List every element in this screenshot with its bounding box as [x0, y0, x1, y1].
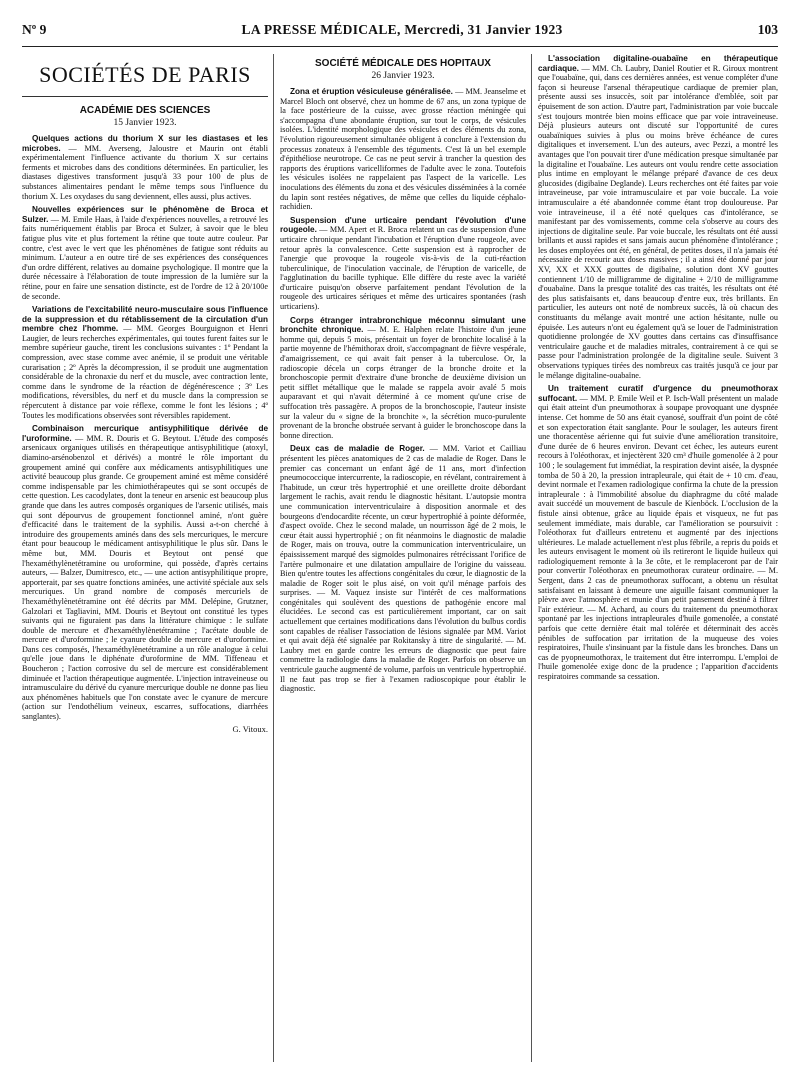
article-title: Variations de l'excitabilité neuro-musculaire sous l'influence de la suppression et du rétablissement de la circulation d'un membre chez l'homme. [22, 305, 268, 334]
article-body: — MM. Variot et Cailliau présentent les pièces anatomiques de 2 cas de maladie de Roger. Dans le premier cas concernant un enfant âgé de 11 ans, mort d'infection pneumococcique intercurrente, la radioscopie, en révélant, contrairement à l'habitude, un cœur très hypertrophié et une oreillette droite débordant largement le rachis, avait rendu le diagnostic hésitant. L'autopsie montra une communication interventriculaire à disposition anormale et des bourgeons d'endocardite récente, un cœur hypertrophié à pointe déformée, d'aspect ovoïde. Chez le second malade, un nourrisson âgé de 2 mois, le cœur était aussi hypertrophié ; on fit néanmoins le diagnostic de maladie de Roger, mais on trouva, outre la communication interventriculaire, un épaississement marqué des sigmoïdes pulmonaires rétrécissant l'orifice de l'artère pulmonaire et une dilatation ampullaire de l'origine du vaisseau. Bien qu'entre toutes les affections congénitales du cœur, le diagnostic de la maladie de Roger soit le plus aisé, on voit qu'il ménage parfois des surprises. — M. Vaquez insiste sur l'intérêt de ces malformations congénitales qui soulèvent des questions de pathogénie encore mal élucidées. Le second cas est particulièrement important, car on sait actuellement que certaines modifications dans l'évolution du bulbus cordis sont capables de réaliser l'association de lésions signalée par MM. Variot et qui avait déjà été signalée par Rokitansky à titre de singularité. — M. Laubry met en garde contre les erreurs de diagnostic que peut faire commettre la radiologie dans la maladie de Roger. Parfois on observe un ventricule gauche augmenté de volume, parfois un ventricule hypertrophié. Il ne faut pas trop se fier à l'examen radioscopique pour établir le diagnostic. [280, 444, 526, 694]
article-body: — M. E. Halphen relate l'histoire d'un jeune homme qui, depuis 5 mois, présentait un foyer de bronchite localisé à la partie moyenne de l'hémithorax droit, s'accompagnant de fièvre vespérale, d'amaigrissement, ce qui avait fait penser à la tuberculose. Or, la radioscopie décela un corps étranger de la bronche droite et la bronchoscopie permit d'extraire d'une bronche de deuxième division un petit sifflet métallique que le malade se rappela avoir avalé 5 mois auparavant et qui n'avait déterminé à ce moment qu'une crise de suffocation très passagère. A propos de la bronchoscopie, l'auteur insiste sur la valeur du « signe de la bronchite », la sécrétion muco-purulente provenant de la bronche obstruée servant à guider le bronchoscope dans la bonne direction. [280, 325, 526, 440]
article-body: — M. Emile Haas, à l'aide d'expériences nouvelles, a retrouvé les faits numériquement établis par Broca et Sulzer, à savoir que le bleu fatigue plus vite et plus fortement la rétine que toute autre couleur. Par contre, c'est avec le vert que les phénomènes de fatigue sont réduits au minimum. L'auteur a en outre tiré de ses expériences des conséquences d'un ordre différent, relatives au domaine psychologique. Il montre que la durée nécessaire à l'élaboration de toute impression de la lumière sur la rétine, pour en faire une sensation distincte, est de l'ordre de 12 à 20/100e de seconde. [22, 214, 268, 301]
article-paragraph [22, 424, 268, 721]
column-divider [531, 54, 532, 1062]
article-paragraph [22, 305, 268, 420]
column-divider [273, 54, 274, 1062]
article-title: Quelques actions du thorium X sur les diastases et les microbes. [22, 134, 268, 153]
article-paragraph [280, 316, 526, 441]
article-title: Zona et éruption vésiculeuse généralisée. [290, 87, 453, 96]
article-paragraph [280, 87, 526, 212]
article-body: — MM. P. Emile Weil et P. Isch-Wall présentent un malade qui était atteint d'un pneumothorax à soupape provoquant une dyspnée intense. Cet homme de 50 ans était cyanosé, souffrait d'un point de côté et son expectoration était sanglante. Pour le soulager, les auteurs firent une thoracentèse aérienne qui fut suivie d'une amélioration transitoire, d'une durée de 6 heures environ. Devant cet échec, les auteurs eurent recours à l'oléothorax, et injectèrent 320 cm³ d'huile gomenolée à 2 pour 100 ; le soulagement fut immédiat, la respiration devint aisée, la dyspnée tomba de 50 à 20, la pression intrapleurale, qui était de + 10 cm. d'eau, devint normale et l'examen radiologique confirma la chute de la pression intrapleurale : à l'immobilité absolue du diaphragme du côté malade avait succédé un mouvement de bascule de Kienböck. L'occlusion de la fistule ainsi obtenue, grâce au liquide épais et visqueux, ne fut pas seulement immédiate, mais durable, car l'amélioration se poursuivit : l'oléothorax fut d'ailleurs entretenu et augmenté par des injections ultérieures. Le malade actuellement n'est plus fébrile, a repris du poids et les auteurs envisagent le moment où ils retireront le liquide huileux qui radiologiquement remonte à la 3e côte, et le remplaceront par de l'air pour convertir l'oléothorax en pneumothorax curateur ordinaire. — M. Sergent, dans 2 cas de pneumothorax suffocant, a obtenu un résultat satisfaisant en laissant à demeure une aiguille faisant communiquer la plèvre avec l'atmosphère et munie d'un petit pansement destiné à filtrer l'air extérieur. — M. Achard, au cours du traitement du pneumothorax spontané par les injections intrapleurales d'huile gomenolée, a constaté parfois que cette dernière était mal tolérée et déterminait des accès pénibles de suffocation par irritation de la muqueuse des voies respiratoires, l'huile s'insinuant par la fistule dans les bronches. Dans un cas de pyopneumothorax, le traitement dut être interrompu. L'emploi de l'huile gomenolée exige donc de la prudence ; l'apparition d'accidents respiratoires commande sa cessation. [538, 393, 778, 681]
article-body: — MM. Ch. Laubry, Daniel Routier et R. Giroux montrent que l'ouabaïne, qui, dans ces dernières années, est venue compléter d'une façon si heureuse l'arsenal thérapeutique cardiaque de premier plan, présente aussi ses insuccès, soit par intolérance d'emblée, soit par épuisement de son action. D'autre part, l'administration par voie buccale s'est toujours montrée bien moins efficace que par voie intraveineuse. Déjà plusieurs auteurs ont discuté sur l'opportunité de cures ouabaïniques suivies à plus ou moins brève échéance de cures digitaliques et inversement. L'un des auteurs, avec Pezzi, a montré les avantages que l'on pouvait tirer d'une médication presque simultanée par la digitaline et l'ouabaïne. Les auteurs ont voulu rendre cette association plus intime en employant le mélange préparé d'avance de ces deux glucosides (digibaïne Deglande). Leurs recherches ont été faites par voie intraveineuse, par voie intramusculaire et par voie buccale. La voie intramusculaire a été abandonnée comme étant trop douloureuse. Par voie intraveineuse, il a été noté quelques cas d'intolérance, se manifestant par des vomissements, comme cela s'observe au cours des injections de digitaline seule. Par voie buccale, les résultats ont été aussi brillants et aussi rapides et sans jamais aucun phénomène d'intolérance ; les doses employées ont été, en général, de petites doses, il n'a jamais été nécessaire de recourir aux doses massives ; il a ainsi été donné par jour XV, XX et XXX gouttes de digibaïne, solution dont XV gouttes contiennent 1/10 de milligramme de digitaline + 2/10 de milligramme d'ouabaïne. Dans la presque totalité des cas traités, les résultats ont été des plus satisfaisants et, dans beaucoup d'entre eux, très brillants. En particulier, les auteurs ont noté de nombreux succès, là où chacun des constituants du mélange avait montré une action hésitante, nulle ou épuisée. Les auteurs n'ont eu également qu'à se louer de l'administration quotidienne prolongée de XV gouttes dans certains cas d'insuffisance ventriculaire gauche et de maladies mitrales, contrairement à ce qui se passe pour l'administration prolongée de la digitaline seule. Suivent 3 observations typiques tirées des nombreux cas traités jusqu'à ce jour par le mélange digitaline-ouabaïne. [538, 63, 778, 380]
page-number: 103 [757, 22, 778, 37]
article-body: — MM. Jeanselme et Marcel Bloch ont observé, chez un homme de 67 ans, un zona typique de la face postérieure de la cuisse, avec grosse réaction méningée qui s'accompagna d'une abondante éruption, sur tout le corps, de vésicules isolées. L'identité morphologique des vésicules et des éléments du zona, l'évolution rigoureusement simultanée obligent à conclure à l'extension du processus zonateux à l'ensemble des téguments. C'est là un bel exemple d'épithéliose neurotrope. Ce cas ne peut servir à trancher la question des rapports des éruptions varicelliformes de l'adulte avec le zona. Toutefois les vésicules isolées ne rappelaient pas l'aspect de la varicelle. Les inoculations des éléments du zona et des vésicules disséminées à la cornée du lapin sont restées négatives, de même que celles du liquide céphalo-rachidien. [280, 87, 526, 212]
society-title: ACADÉMIE DES SCIENCES [79, 105, 211, 116]
article-paragraph [280, 444, 526, 693]
article-body: — MM. Apert et R. Broca relatent un cas de suspension d'une urticaire chronique pendant l'incubation et l'éruption d'une rougeole, avec retour après la convalescence. Cette suspension est à rapprocher de l'anergie que provoque la rougeole vis-à-vis de la cuti-réaction tuberculinique, de l'inoculation vaccinale, de l'éruption de varicelle, de l'agglutination du bacille typhique. Elle diffère du reste avec la variété d'urticaire puisqu'on observe parfaitement pendant l'évolution de la rougeole des urticaires sériques et même des urticaires spontanées (rash urticariens). [280, 225, 526, 312]
article-title: Un traitement curatif d'urgence du pneumothorax suffocant. [538, 384, 778, 403]
article-title: L'association digitaline-ouabaïne en thérapeutique cardiaque. [538, 54, 778, 73]
newspaper-page [22, 22, 778, 1062]
section-heading: SOCIÉTÉS DE PARIS [22, 62, 268, 97]
page-header [22, 22, 778, 42]
article-title: Nouvelles expériences sur le phénomène de Broca et Sulzer. [22, 205, 268, 224]
article-title: Corps étranger intrabronchique méconnu simulant une bronchite chronique. [280, 315, 526, 335]
column-1 [22, 54, 268, 1062]
column-2 [280, 54, 526, 1062]
session-date: 15 Janvier 1923. [113, 118, 177, 128]
article-title: Deux cas de maladie de Roger. [290, 444, 425, 454]
issue-number: Nº 9 [22, 22, 47, 37]
article-body: — MM. Georges Bourguignon et Henri Laugier, de leurs recherches expérimentales, qui toutes furent faites sur le membre supérieur gauche, tirent les conclusions suivantes : 1º Pendant la compression, avec stase comme avec anémie, il se produit une véritable curarisation ; 2º Après la décompression, il se produit une augmentation considérable de la chronaxie du nerf et du muscle, avec contraction lente, comme dans le syndrome de la réaction de dégénérescence ; 3º Les modifications, réversibles, du nerf et du muscle dans la compression se répercutent à distance par voie réflexe, comme le font les lésions ; 4º Toutes les modifications observées sont réversibles rapidement. [22, 324, 268, 420]
article-list [280, 87, 526, 694]
columns [22, 54, 778, 1062]
article-paragraph [22, 134, 268, 201]
article-paragraph [538, 54, 778, 380]
article-list [22, 134, 268, 722]
header-rule [22, 46, 778, 47]
article-list [538, 54, 778, 682]
article-body: — MM. Averseng, Jaloustre et Maurin ont établi expérimentalement l'influence activante du thorium X sur certains ferments et microbes dans des conditions déterminées. En particulier, les diastases digestives transforment jusqu'à 33 pour 100 de plus de substances alimentaires pendant le même temps sous l'influence du thorium X. Les oxydases du sang deviennent, elles aussi, plus actives. [22, 143, 268, 201]
article-paragraph [22, 205, 268, 301]
article-paragraph [280, 216, 526, 312]
signature: G. Vitoux. [232, 723, 268, 734]
session-date: 26 Janvier 1923. [371, 71, 435, 81]
article-title: Suspension d'une urticaire pendant l'évolution d'une rougeole. [280, 215, 526, 235]
article-title: Combinaison mercurique antisyphilitique dérivée de l'uroformine. [22, 424, 268, 443]
article-paragraph [538, 384, 778, 681]
column-3 [538, 54, 778, 1062]
publication-title: LA PRESSE MÉDICALE, Mercredi, 31 Janvier 1923 [241, 22, 563, 37]
society-title: SOCIÉTÉ MÉDICALE DES HOPITAUX [315, 58, 491, 69]
article-body: — MM. R. Douris et G. Beytout. L'étude des composés arsenicaux organiques utilisés en thérapeutique antisyphilitique (atoxyl, diamino-arsénobenzol et dérivés) a montré le rôle important du groupement aminé qui confère aux médicaments antisyphilitiques une activité beaucoup plus grande. Ce groupement aminé est même considéré comme indispensable par les chimiothérapeutes qui se sont occupés de cette question. Les cacodylates, dont la teneur en arsenic est beaucoup plus grande que dans les autres composés organiques de l'arsenic utilisés, mais qui sont dépourvus de groupement fonctionnel aminé, n'ont guère d'efficacité dans le traitement de la syphilis. Aussi a-t-on cherché à introduire des groupements aminés dans des sels mercuriques, le mercure étant pour beaucoup le médicament antisyphilitique le plus sûr. Dans le même but, MM. Douris et Beytout ont pensé que l'hexaméthylènetétramine ou uroformine, qui possède, d'après certains auteurs, — Balzer, Dumitresco, etc., — une action antisyphilitique propre, apporterait, par ses quatre fonctions aminées, une activité spéciale aux sels mercuriques. Un grand nombre de composés mercuriels de l'hexaméthylènetétramine ont été décrits par MM. Delépine, Grutzner, Galzolari et Tagliavini, MM. Douris et Beytout ont constitué les types suivants qui ne figuraient pas dans la littérature chimique : le sulfate double de mercure et d'hexaméthylènetétramine ; l'acétate double de mercure et d'uroformine ; le cyanure double de mercure et d'uroformine. Dans ces composés, l'hexaméthylènetétramine a un rôle analogue à celui qu'elle joue dans le diphénate d'uroformine de MM. Tiffeneau et Boucheron ; l'action corrosive du sel de mercure est considérablement diminuée et l'action thérapeutique augmentée. L'injection intraveineuse ou intramusculaire du dérivé du cyanure mercurique double ne donne pas lieu aux phénomènes habituels que l'on constate avec le cyanure de mercure (action sur l'endothélium veineux, escarres, suffocations, diarrhées sanglantes). [22, 433, 268, 722]
